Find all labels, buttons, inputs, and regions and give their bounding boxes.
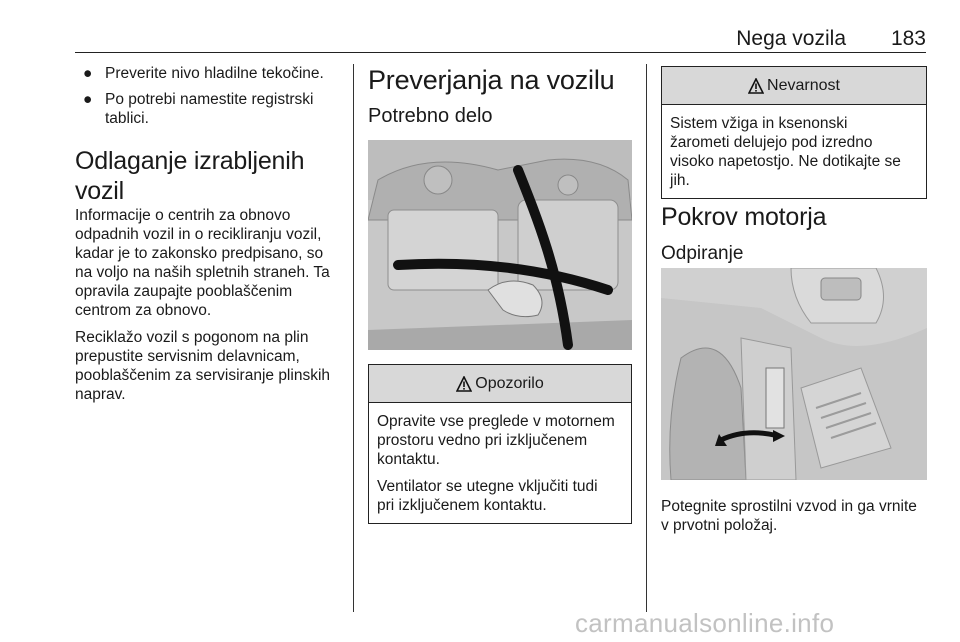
- warning-triangle-icon: [456, 376, 472, 392]
- page-header: [75, 27, 926, 53]
- warning-header: [369, 365, 631, 403]
- warning-title: Opozorilo: [475, 374, 544, 392]
- watermark: carmanualsonline.info: [575, 608, 835, 638]
- paragraph: Informacije o centrih za obnovo odpadnih vozil in o recikliranju vozil, kadar je to zakonsko predpisano, so na voljo na naših spletnih straneh. Ta opravila zaupajte pooblaščenim centrom za obnovo.: [75, 207, 330, 319]
- list-item: ● Po potrebi namestite registrski tablici.: [83, 91, 314, 127]
- page-number: 183: [890, 27, 926, 50]
- subheading: Potrebno delo: [368, 105, 493, 127]
- danger-header: [662, 67, 926, 105]
- paragraph: Reciklažo vozil s pogonom na plin prepustite servisnim delavnicam, pooblaščenim za servisiranje plinskih naprav.: [75, 329, 331, 403]
- danger-body: Sistem vžiga in ksenonski žarometi delujejo pod izredno visoko napetostjo. Ne dotikajte se jih.: [670, 115, 901, 189]
- column-2: [368, 64, 632, 128]
- caption: Potegnite sprostilni vzvod in ga vrnite v prvotni položaj.: [661, 498, 917, 534]
- subheading: Odpiranje: [661, 243, 744, 264]
- warning-triangle-icon: [748, 78, 764, 94]
- warning-paragraph: Ventilator se utegne vključiti tudi pri izključenem kontaktu.: [377, 478, 598, 514]
- column-divider: [646, 64, 647, 612]
- column-1: [75, 64, 343, 404]
- warning-body: [369, 403, 631, 523]
- section-heading: Odlaganje izrabljenih vozil: [75, 147, 305, 205]
- section-heading: Preverjanja na vozilu: [368, 65, 615, 95]
- danger-box: [661, 66, 927, 199]
- section-heading: Pokrov motorja: [661, 203, 827, 231]
- warning-paragraph: Opravite vse preglede v motornem prostoru vedno pri izključenem kontaktu.: [377, 413, 615, 468]
- column-divider: [353, 64, 354, 612]
- list-item: ● Preverite nivo hladilne tekočine.: [83, 65, 324, 82]
- section-title: Nega vozila: [736, 27, 846, 50]
- engine-bay-illustration: [368, 140, 632, 350]
- bullet-icon: ●: [83, 65, 93, 82]
- warning-box: [368, 364, 632, 524]
- bullet-icon: ●: [83, 91, 93, 108]
- bullet-list: [75, 64, 343, 128]
- danger-title: Nevarnost: [767, 76, 840, 94]
- release-lever-illustration: [661, 268, 927, 480]
